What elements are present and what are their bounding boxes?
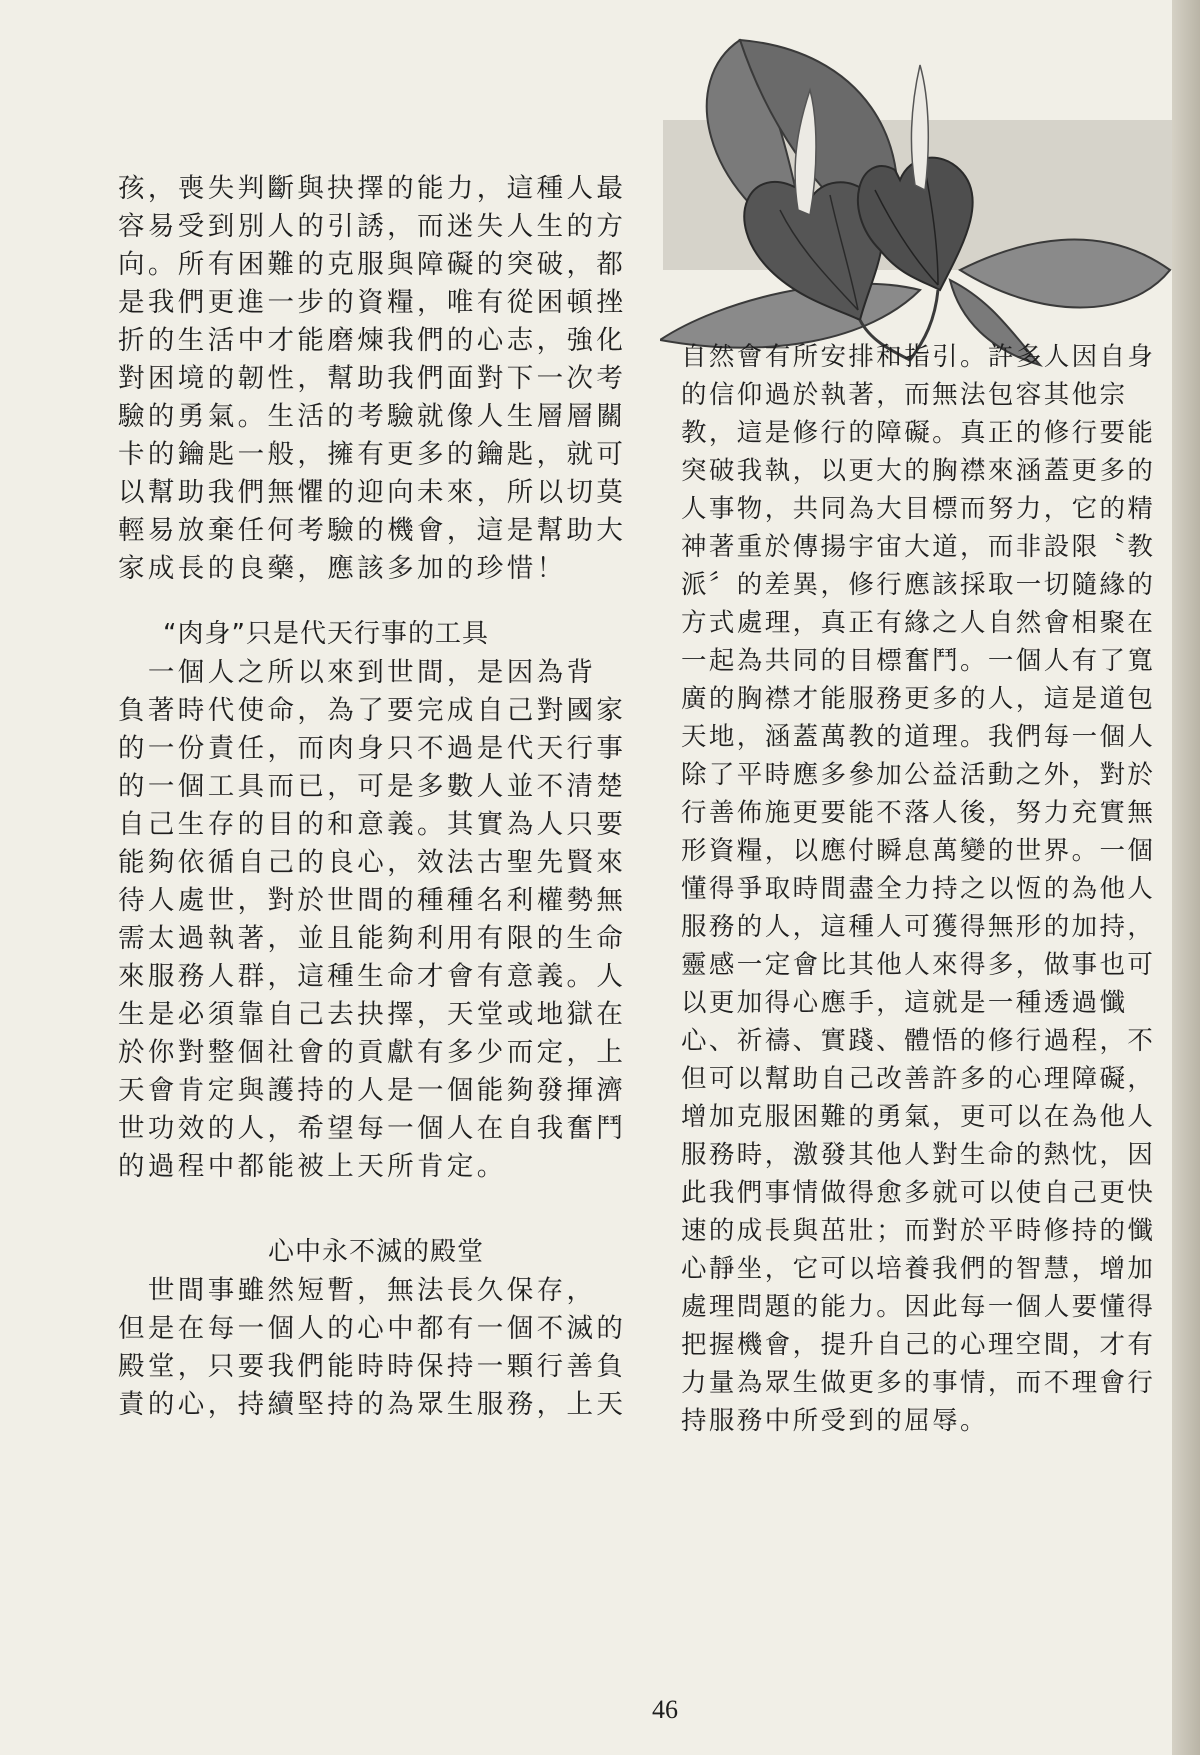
text-line: 方式處理，真正有緣之人自然會相聚在	[681, 608, 1156, 638]
text-line: 教，這是修行的障礙。真正的修行要能	[681, 418, 1156, 448]
text-line: 需太過執著，並且能夠利用有限的生命	[118, 923, 627, 954]
text-line: 形資糧，以應付瞬息萬變的世界。一個	[681, 836, 1156, 866]
text-line: 心、祈禱、實踐、體悟的修行過程，不	[681, 1026, 1156, 1056]
text-line: 人事物，共同為大目標而努力，它的精	[681, 494, 1156, 524]
text-line: 把握機會，提升自己的心理空間，才有	[681, 1330, 1156, 1360]
text-line: 增加克服困難的勇氣，更可以在為他人	[681, 1102, 1156, 1132]
text-line: 待人處世，對於世間的種種名利權勢無	[118, 885, 627, 916]
text-line: 世間事雖然短暫，無法長久保存，	[118, 1275, 597, 1306]
section-heading: 心中永不滅的殿堂	[268, 1237, 485, 1267]
text-line: 行善佈施更要能不落人後，努力充實無	[681, 798, 1156, 828]
text-line: 突破我執，以更大的胸襟來涵蓋更多的	[681, 456, 1156, 486]
text-line: 以更加得心應手，這就是一種透過懺	[681, 988, 1128, 1018]
text-line: 持服務中所受到的屈辱。	[681, 1406, 988, 1436]
text-line: 處理問題的能力。因此每一個人要懂得	[681, 1292, 1156, 1322]
text-line: 驗的勇氣。生活的考驗就像人生層層關	[118, 401, 627, 432]
section-heading: “肉身”只是代天行事的工具	[163, 619, 489, 649]
text-line: 負著時代使命，為了要完成自己對國家	[118, 695, 627, 726]
text-line: 來服務人群，這種生命才會有意義。人	[118, 961, 627, 992]
text-line: 力量為眾生做更多的事情，而不理會行	[681, 1368, 1156, 1398]
text-line: 是我們更進一步的資糧，唯有從困頓挫	[118, 287, 627, 318]
text-line: 速的成長與茁壯；而對於平時修持的懺	[681, 1216, 1156, 1246]
text-line: 向。所有困難的克服與障礙的突破，都	[118, 249, 627, 280]
text-line: 的一份責任，而肉身只不過是代天行事	[118, 733, 627, 764]
text-line: 責的心，持續堅持的為眾生服務，上天	[118, 1389, 627, 1420]
text-line: 但可以幫助自己改善許多的心理障礙，	[681, 1064, 1156, 1094]
text-line: 卡的鑰匙一般，擁有更多的鑰匙，就可	[118, 439, 627, 470]
text-line: 神著重於傳揚宇宙大道，而非設限〝教	[681, 532, 1156, 562]
text-line: 的信仰過於執著，而無法包容其他宗	[681, 380, 1128, 410]
text-line: 以幫助我們無懼的迎向未來，所以切莫	[118, 477, 627, 508]
text-line: 折的生活中才能磨煉我們的心志，強化	[118, 325, 627, 356]
text-line: 派〞的差異，修行應該採取一切隨緣的	[681, 570, 1156, 600]
text-line: 輕易放棄任何考驗的機會，這是幫助大	[118, 515, 627, 546]
text-line: 天會肯定與護持的人是一個能夠發揮濟	[118, 1075, 627, 1106]
text-line: 對困境的韌性，幫助我們面對下一次考	[118, 363, 627, 394]
text-line: 但是在每一個人的心中都有一個不滅的	[118, 1313, 627, 1344]
text-line: 心靜坐，它可以培養我們的智慧，增加	[681, 1254, 1156, 1284]
text-line: 生是必須靠自己去抉擇，天堂或地獄在	[118, 999, 627, 1030]
text-line: 的過程中都能被上天所肯定。	[118, 1151, 507, 1182]
text-line: 於你對整個社會的貢獻有多少而定，上	[118, 1037, 627, 1068]
text-line: 服務時，激發其他人對生命的熱忱，因	[681, 1140, 1156, 1170]
text-line: 廣的胸襟才能服務更多的人，這是道包	[681, 684, 1156, 714]
text-line: 家成長的良藥，應該多加的珍惜！	[118, 553, 567, 584]
text-line: 容易受到別人的引誘，而迷失人生的方	[118, 211, 627, 242]
text-line: 服務的人，這種人可獲得無形的加持，	[681, 912, 1156, 942]
right-column	[681, 338, 1171, 1440]
anthurium-flower-illustration	[660, 20, 1180, 380]
text-line: 孩，喪失判斷與抉擇的能力，這種人最	[118, 173, 627, 204]
text-line: 懂得爭取時間盡全力持之以恆的為他人	[681, 874, 1156, 904]
text-line: 一個人之所以來到世間，是因為背	[118, 657, 597, 688]
page-number: 46	[652, 1695, 678, 1724]
text-line: 自然會有所安排和指引。許多人因自身	[681, 342, 1156, 372]
text-line: 自己生存的目的和意義。其實為人只要	[118, 809, 627, 840]
text-line: 除了平時應多參加公益活動之外，對於	[681, 760, 1156, 790]
text-line: 世功效的人，希望每一個人在自我奮鬥	[118, 1113, 627, 1144]
left-column	[118, 170, 648, 1424]
text-line: 天地，涵蓋萬教的道理。我們每一個人	[681, 722, 1156, 752]
page-edge	[1172, 0, 1200, 1755]
text-line: 的一個工具而已，可是多數人並不清楚	[118, 771, 627, 802]
text-line: 此我們事情做得愈多就可以使自己更快	[681, 1178, 1156, 1208]
text-line: 殿堂，只要我們能時時保持一顆行善負	[118, 1351, 627, 1382]
text-line: 能夠依循自己的良心，效法古聖先賢來	[118, 847, 627, 878]
text-line: 一起為共同的目標奮鬥。一個人有了寬	[681, 646, 1156, 676]
text-line: 靈感一定會比其他人來得多，做事也可	[681, 950, 1156, 980]
